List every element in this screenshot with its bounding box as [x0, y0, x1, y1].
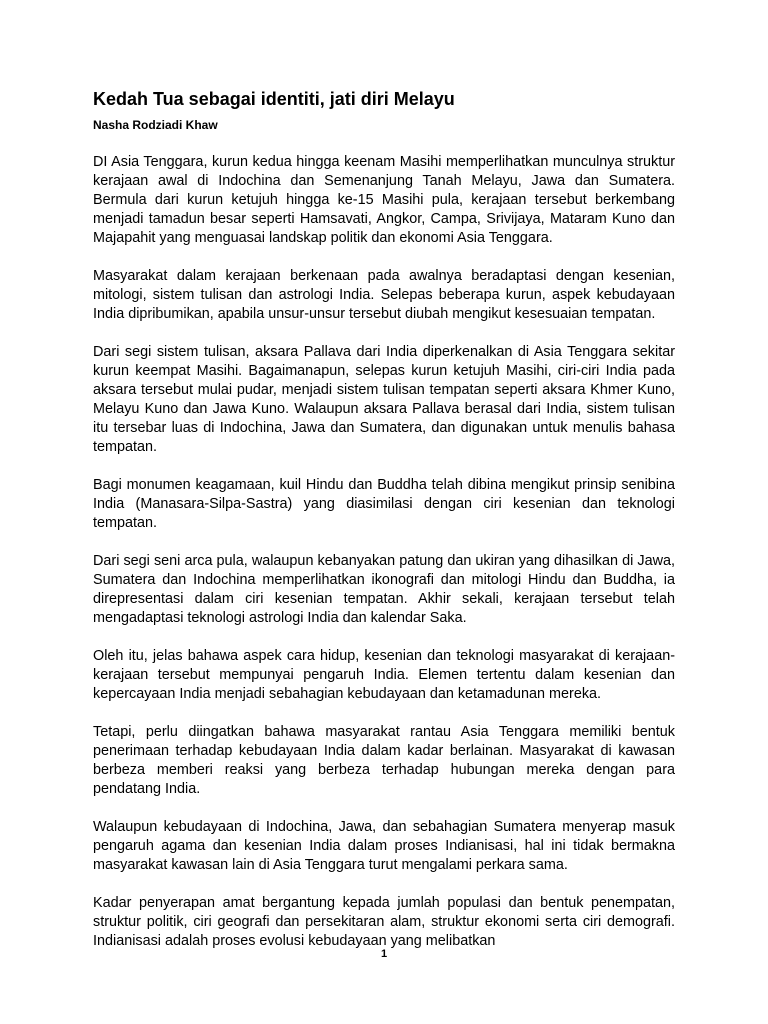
paragraph: Walaupun kebudayaan di Indochina, Jawa, dan sebahagian Sumatera menyerap masuk pengaruh agama dan kesenian India dalam proses Indianisasi, hal ini tidak bermakna masyarakat kawasan lain di Asia Tenggara turut mengalami perkara sama. — [93, 819, 675, 873]
paragraph: Dari segi sistem tulisan, aksara Pallava dari India diperkenalkan di Asia Tenggara sekitar kurun keempat Masihi. Bagaimanapun, selepas kurun ketujuh Masihi, ciri-ciri India pada aksara tersebut mulai pudar, menjadi sistem tulisan tempatan seperti aksara Khmer Kuno, Melayu Kuno dan Jawa Kuno. Walaupun aksara Pallava berasal dari India, sistem tulisan itu tersebar luas di Indochina, Jawa dan Sumatera, dan digunakan untuk menulis bahasa tempatan. — [93, 344, 675, 455]
page-number: 1 — [380, 948, 388, 960]
paragraph: Kadar penyerapan amat bergantung kepada jumlah populasi dan bentuk penempatan, struktur politik, ciri geografi dan persekitaran alam, struktur ekonomi serta ciri demografi. Indianisasi adalah proses evolusi kebudayaan yang melibatkan — [93, 895, 675, 949]
document-author: Nasha Rodziadi Khaw — [93, 118, 218, 132]
document-title: Kedah Tua sebagai identiti, jati diri Melayu — [93, 89, 455, 109]
paragraph: DI Asia Tenggara, kurun kedua hingga keenam Masihi memperlihatkan munculnya struktur kerajaan awal di Indochina dan Semenanjung Tanah Melayu, Jawa dan Sumatera. Bermula dari kurun ketujuh hingga ke-15 Masihi pula, kerajaan tersebut berkembang menjadi tamadun besar seperti Hamsavati, Angkor, Campa, Srivijaya, Mataram Kuno dan Majapahit yang menguasai landskap politik dan ekonomi Asia Tenggara. — [93, 154, 675, 246]
paragraph: Masyarakat dalam kerajaan berkenaan pada awalnya beradaptasi dengan kesenian, mitologi, sistem tulisan dan astrologi India. Selepas beberapa kurun, aspek kebudayaan India dipribumikan, apabila unsur-unsur tersebut diubah mengikut kesesuaian tempatan. — [93, 268, 675, 322]
paragraph: Dari segi seni arca pula, walaupun kebanyakan patung dan ukiran yang dihasilkan di Jawa, Sumatera dan Indochina memperlihatkan ikonografi dan mitologi Hindu dan Buddha, ia direpresentasi dalam ciri kesenian tempatan. Akhir sekali, kerajaan tersebut telah mengadaptasi teknologi astrologi India dan kalendar Saka. — [93, 553, 675, 626]
paragraph: Bagi monumen keagamaan, kuil Hindu dan Buddha telah dibina mengikut prinsip senibina India (Manasara-Silpa-Sastra) yang diasimilasi dengan ciri kesenian dan teknologi tempatan. — [93, 477, 675, 531]
paragraph: Oleh itu, jelas bahawa aspek cara hidup, kesenian dan teknologi masyarakat di kerajaan-kerajaan tersebut mempunyai pengaruh India. Elemen tertentu dalam kesenian dan kepercayaan India menjadi sebahagian kebudayaan dan ketamadunan mereka. — [93, 648, 675, 702]
document-body — [93, 153, 675, 970]
paragraph: Tetapi, perlu diingatkan bahawa masyarakat rantau Asia Tenggara memiliki bentuk penerimaan terhadap kebudayaan India dalam kadar berlainan. Masyarakat di kawasan berbeza memberi reaksi yang berbeza terhadap hubungan mereka dengan para pendatang India. — [93, 724, 675, 797]
